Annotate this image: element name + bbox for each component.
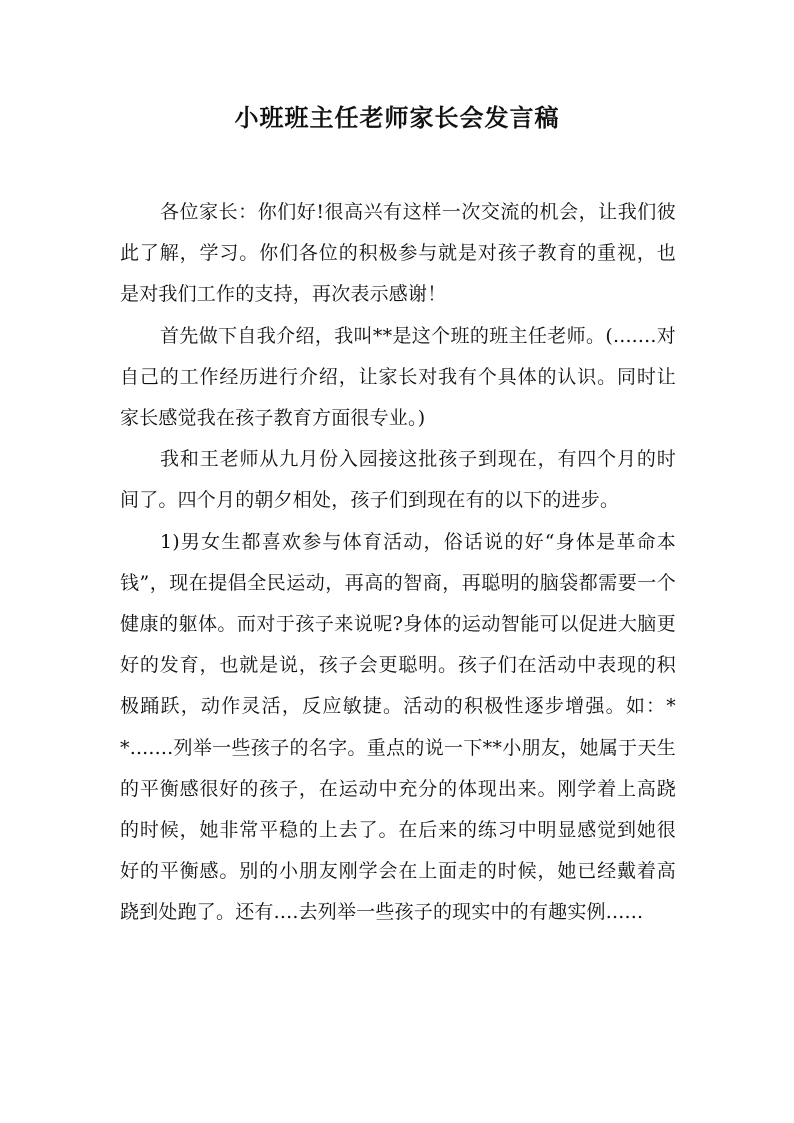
paragraph-greeting: 各位家长：你们好!很高兴有这样一次交流的机会，让我们彼此了解，学习。你们各位的积极参与就是对孩子教育的重视，也是对我们工作的支持，再次表示感谢！ xyxy=(120,201,676,306)
paragraph-progress-intro: 我和王老师从九月份入园接这批孩子到现在，有四个月的时间了。四个月的朝夕相处，孩子们到现在有的以下的进步。 xyxy=(120,448,676,512)
paragraph-self-introduction: 首先做下自我介绍，我叫**是这个班的班主任老师。(.......对自己的工作经历进行介绍，让家长对我有个具体的认识。同时让家长感觉我在孩子教育方面很专业。) xyxy=(120,324,676,430)
document-title: 小班班主任老师家长会发言稿 xyxy=(234,104,560,132)
paragraph-sports-activities: 1)男女生都喜欢参与体育活动，俗话说的好“身体是革命本钱”，现在提倡全民运动，再高的智商，再聪明的脑袋都需要一个健康的躯体。而对于孩子来说呢?身体的运动智能可以促进大脑更好的发育，也就是说，孩子会更聪明。孩子们在活动中表现的积极踊跃，动作灵活，反应敏捷。活动的积极性逐步增强。如：**.......列举一些孩子的名字。重点的说一下**小朋友，她属于天生的平衡感很好的孩子，在运动中充分的体现出来。刚学着上高跷的时候，她非常平稳的上去了。在后来的练习中明显感觉到她很好的平衡感。别的小朋友刚学会在上面走的时候，她已经戴着高跷到处跑了。还有....去列举一些孩子的现实中的有趣实例...... xyxy=(120,530,676,924)
document-body xyxy=(120,192,676,934)
